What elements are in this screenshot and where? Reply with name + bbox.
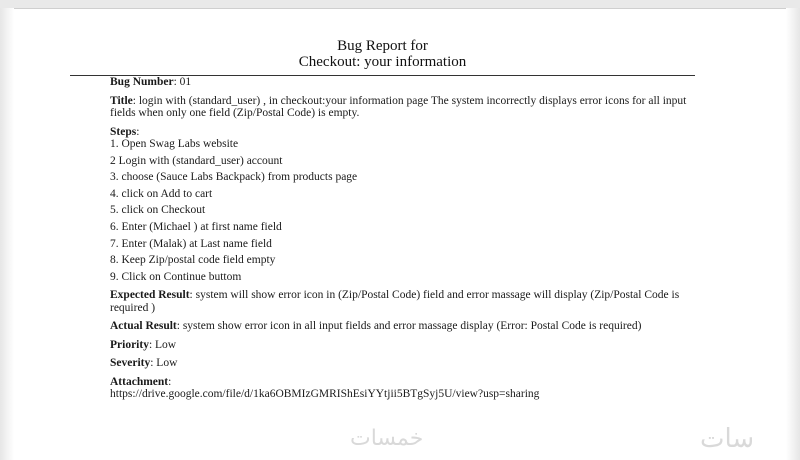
step-item: 7. Enter (Malak) at Last name field xyxy=(110,237,272,250)
expected-result-label: Expected Result xyxy=(110,289,190,302)
bug-number-label: Bug Number xyxy=(110,76,174,88)
priority-value: : Low xyxy=(148,338,177,351)
step-item: 4. click on Add to cart xyxy=(110,187,213,200)
attachment-section xyxy=(110,376,695,401)
title-value: : login with (standard_user) , in checkout:your information page The system incorrectly displays error icons for all input fields when only one field (Zip/Postal Code) is empty. xyxy=(110,94,687,119)
priority-row xyxy=(110,339,695,352)
page-shadow-left xyxy=(0,8,14,460)
step-item: 1. Open Swag Labs website xyxy=(110,138,239,150)
bug-number-row xyxy=(110,76,695,89)
document-page xyxy=(70,38,695,458)
expected-result-value: : system will show error icon in (Zip/Postal Code) field and error massage will display (Zip/Postal Code is required ) xyxy=(110,289,680,314)
watermark-right: سات xyxy=(700,424,755,454)
step-item: 8. Keep Zip/postal code field empty xyxy=(110,254,276,267)
step-item: 6. Enter (Michael ) at first name field xyxy=(110,220,282,233)
attachment-link[interactable]: https://drive.google.com/file/d/1ka6OBMIzGMRIShEsiYYtjii5BTgSyj5U/view?usp=sharing xyxy=(110,388,540,401)
actual-result-label: Actual Result xyxy=(110,320,177,333)
page-shadow-right xyxy=(786,8,800,460)
bug-number-value: : 01 xyxy=(173,76,192,88)
steps-list xyxy=(110,138,695,283)
priority-label: Priority xyxy=(110,338,149,351)
title-row xyxy=(110,95,695,120)
actual-result-value: : system show error icon in all input fields and error massage display (Error: Postal Code is required) xyxy=(176,320,642,333)
steps-section xyxy=(110,126,695,284)
step-item: 5. click on Checkout xyxy=(110,204,206,217)
attachment-label: Attachment xyxy=(110,375,169,388)
severity-row xyxy=(110,357,695,370)
step-item: 3. choose (Sauce Labs Backpack) from products page xyxy=(110,171,358,184)
attachment-label-suffix: : xyxy=(168,375,172,388)
watermark-center: خمسات xyxy=(350,426,424,451)
report-title-line2: Checkout: your information xyxy=(298,54,467,70)
step-item: 9. Click on Continue buttom xyxy=(110,270,242,283)
title-label: Title xyxy=(110,94,133,107)
window-top-strip xyxy=(0,0,800,9)
step-item: 2 Login with (standard_user) account xyxy=(110,154,283,167)
report-title-line1: Bug Report for xyxy=(337,38,428,54)
steps-label-suffix: : xyxy=(136,125,140,138)
severity-label: Severity xyxy=(110,357,151,370)
actual-result-row xyxy=(110,320,695,333)
severity-value: : Low xyxy=(150,357,178,370)
expected-result-row xyxy=(110,289,695,314)
steps-label: Steps xyxy=(110,125,137,138)
report-body xyxy=(110,76,695,407)
report-title xyxy=(70,38,695,70)
